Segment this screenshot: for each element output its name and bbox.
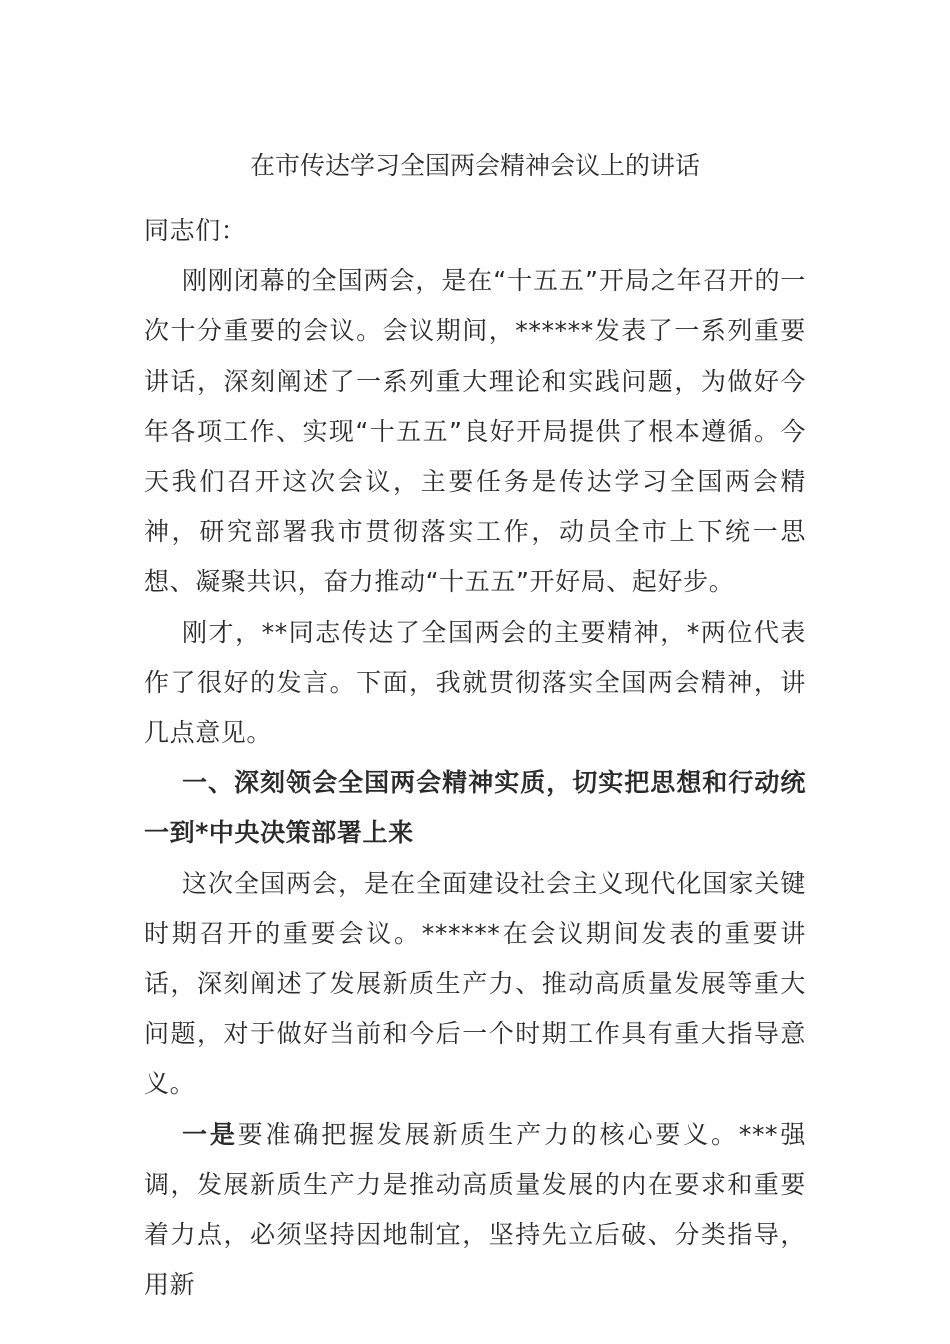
point-lead: 一是	[182, 1119, 238, 1149]
section-heading-1: 一、深刻领会全国两会精神实质，切实把思想和行动统一到*中央决策部署上来	[144, 768, 806, 848]
paragraph-opening: 刚刚闭幕的全国两会，是在“十五五”开局之年召开的一次十分重要的会议。会议期间，******发表了一系列重要讲话，深刻阐述了一系列重大理论和实践问题，为做好今年各项工作、实现“十五五”良好开局提供了根本遵循。今天我们召开这次会议，主要任务是传达学习全国两会精神，研究部署我市贯彻落实工作，动员全市上下统一思想、凝聚共识，奋力推动“十五五”开好局、起好步。	[144, 266, 806, 597]
paragraph-introduction: 刚才，**同志传达了全国两会的主要精神，*两位代表作了很好的发言。下面，我就贯彻落实全国两会精神，讲几点意见。	[144, 617, 806, 748]
document-body	[144, 206, 806, 1310]
document-title: 在市传达学习全国两会精神会议上的讲话	[249, 151, 700, 180]
salutation: 同志们：	[144, 216, 247, 245]
point-text: 要准确把握发展新质生产力的核心要义。***强调，发展新质生产力是推动高质量发展的内在要求和重要着力点，必须坚持因地制宜，坚持先立后破、分类指导，用新	[144, 1119, 806, 1300]
paragraph-section-1: 这次全国两会，是在全面建设社会主义现代化国家关键时期召开的重要会议。******在会议期间发表的重要讲话，深刻阐述了发展新质生产力、推动高质量发展等重大问题，对于做好当前和今后一个时期工作具有重大指导意义。	[144, 868, 806, 1099]
paragraph-point-1	[144, 1110, 806, 1311]
